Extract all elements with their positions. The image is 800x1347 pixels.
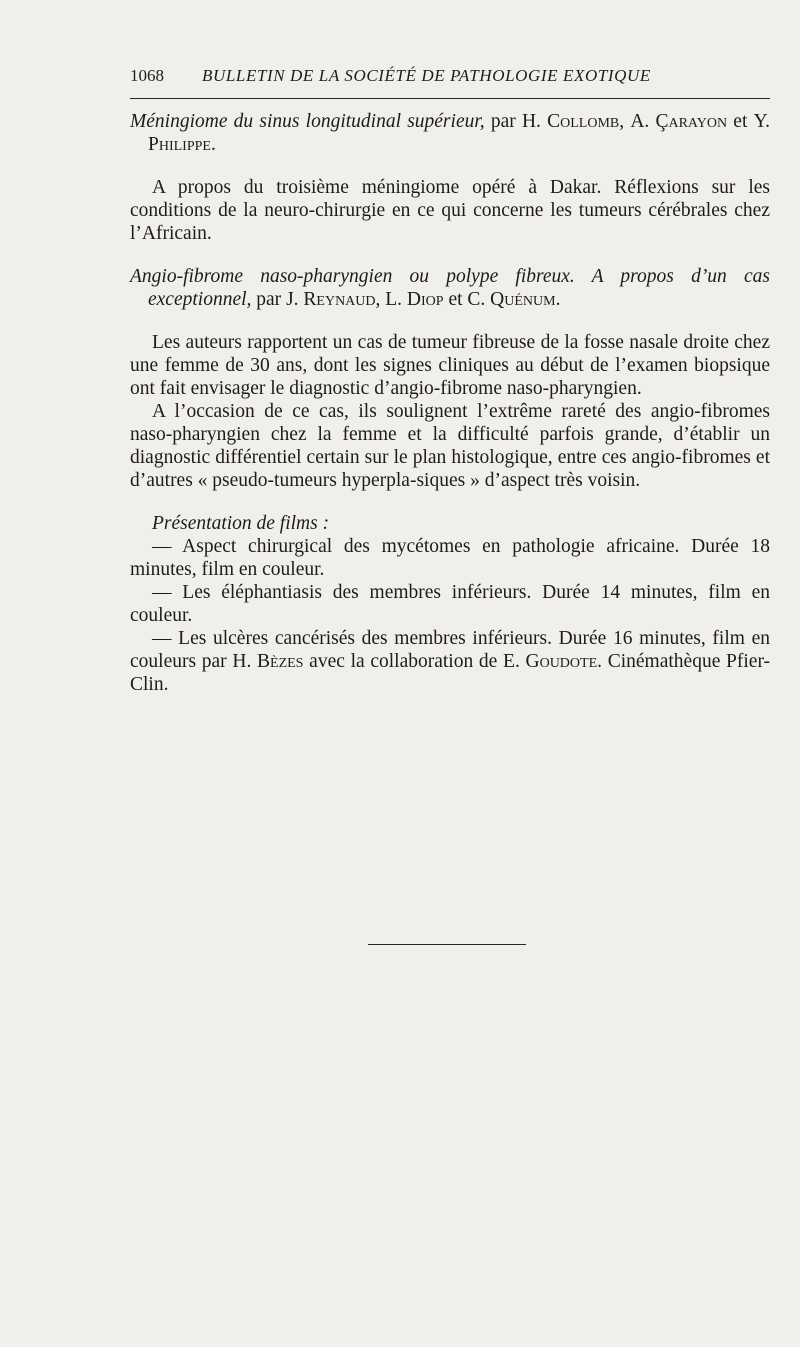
section-end-rule [368,944,526,945]
article2-and: et [448,289,463,310]
article1-abstract: A propos du troisième méningiome opéré à Dakar. Réflexions sur les conditions de la neuro-chirurgie en ce qui concerne les tumeurs cérébrales chez l’Africain. [130,177,770,244]
film-item-3-author1: H. Bèzes [232,651,304,672]
film-item-3-text: — Les ulcères cancérisés des membres inférieurs. Durée 16 minutes, film en couleurs par [130,628,770,672]
article2-title: Angio-fibrome naso-pharyngien ou polype fibreux. A propos d’un cas exceptionnel, [130,266,770,310]
article2-paragraph1: Les auteurs rapportent un cas de tumeur fibreuse de la fosse nasale droite chez une femme de 30 ans, dont les signes cliniques au début de l’examen biopsique ont fait envisager le diagnostic d’angio-fibrome naso-pharyngien. [130,332,770,399]
article2-author1: J. Reynaud, [286,289,381,310]
page-number: 1068 [130,66,164,85]
article2-author3: C. Quénum. [467,289,561,310]
page-content [130,110,770,696]
article1-author3: Y. Philippe. [148,111,771,155]
article1-title: Méningiome du sinus longitudinal supérieur, [130,111,485,132]
running-header [130,62,770,99]
film-item-2: — Les éléphantiasis des membres inférieurs. Durée 14 minutes, film en couleur. [130,582,770,626]
film-item-3-end: Cinémathèque Pfier-Clin. [130,651,771,695]
journal-title: BULLETIN DE LA SOCIÉTÉ DE PATHOLOGIE EXOTIQUE [202,66,651,85]
article1-by: par [490,111,516,132]
film-item-1: — Aspect chirurgical des mycétomes en pathologie africaine. Durée 18 minutes, film en couleur. [130,536,770,580]
film-item-3 [130,627,770,696]
article1-heading [130,110,770,156]
article1-author1: H. Collomb, [521,111,625,132]
article2-author2: L. Diop [385,289,444,310]
article2-by: par [256,289,282,310]
article1-and: et [733,111,748,132]
article2-heading [130,265,770,311]
film-item-3-mid: avec la collaboration de [309,651,498,672]
films-section-title: Présentation de films : [152,513,330,534]
film-item-3-author2: E. Goudote. [503,651,603,672]
article1-author2: A. Çarayon [630,111,728,132]
article2-paragraph2: A l’occasion de ce cas, ils soulignent l’extrême rareté des angio-fibromes naso-pharyngien chez la femme et la difficulté parfois grande, d’établir un diagnostic différentiel certain sur le plan histologique, entre ces angio-fibromes et d’autres « pseudo-tumeurs hyperpla-siques » d’aspect très voisin. [130,401,770,491]
